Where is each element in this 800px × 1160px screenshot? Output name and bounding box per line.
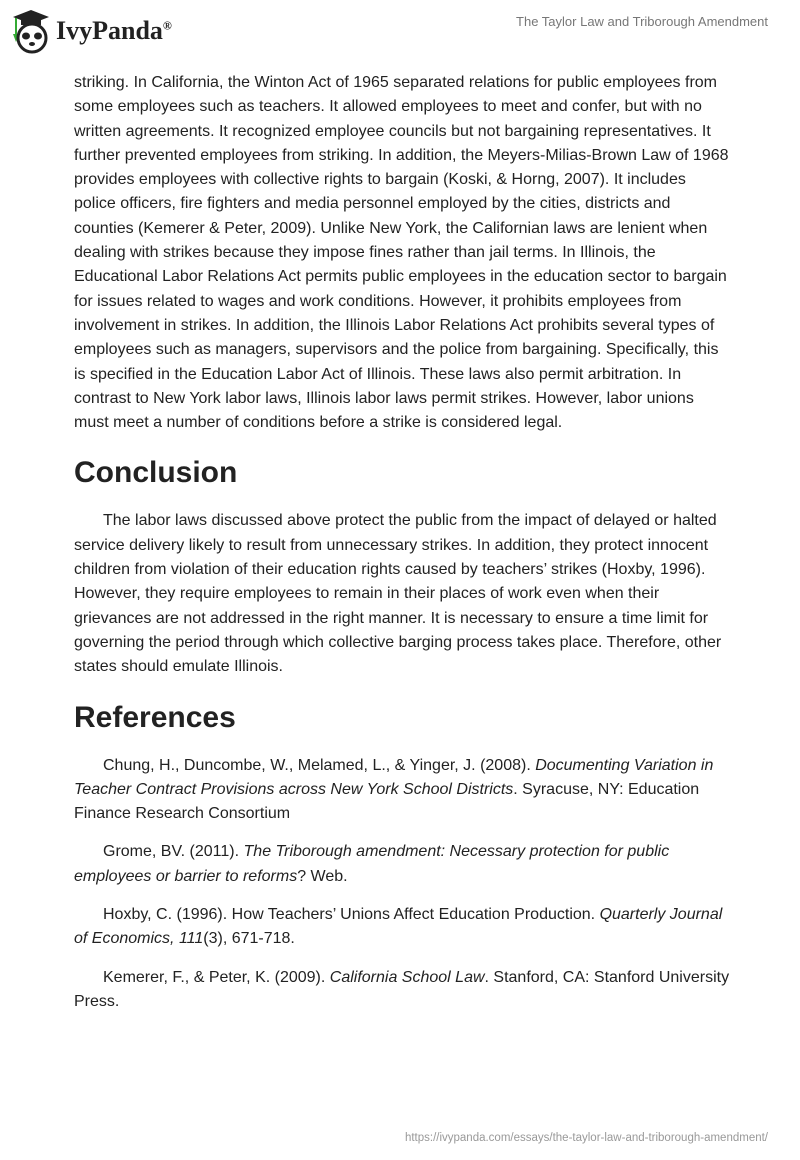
references-heading: References (74, 700, 236, 734)
reference-item: Kemerer, F., & Peter, K. (2009). California School Law. Stanford, CA: Stanford University Press. (74, 968, 730, 1010)
logo[interactable] (12, 8, 172, 54)
conclusion-paragraph: The labor laws discussed above protect the public from the impact of delayed or halted service delivery likely to result from unnecessary strikes. In addition, they protect innocent children from violation of their education rights caused by teachers’ strikes (Hoxby, 1996). However, they require employees to remain in their places of work even when their grievances are not addressed in the right manner. It is necessary to ensure a time limit for governing the period through which collective barging process takes place. Therefore, other states should emulate Illinois. (74, 512, 722, 676)
body-paragraph: striking. In California, the Winton Act of 1965 separated relations for public employees from some employees such as teachers. It allowed employees to meet and confer, but with no written agreements. It recognized employee councils but not bargaining representatives. It further prevented employees from striking. In addition, the Meyers-Milias-Brown Law of 1968 provides employees with collective rights to bargain (Koski, & Horng, 2007). It includes police officers, fire fighters and media personnel employed by the cities, districts and counties (Kemerer & Peter, 2009). Unlike New York, the Californian laws are lenient when dealing with strikes because they impose fines rather than jail terms. In Illinois, the Educational Labor Relations Act permits public employees in the education sector to bargain for issues related to wages and work conditions. However, it prohibits employees from involvement in strikes. In addition, the Illinois Labor Relations Act prohibits several types of employees such as managers, supervisors and the police from bargaining. Specifically, this is specified in the Education Labor Act of Illinois. These laws also permit arbitration. In contrast to New York labor laws, Illinois labor laws permit strikes. However, labor unions must meet a number of conditions before a strike is considered legal. (74, 74, 729, 432)
conclusion-heading: Conclusion (74, 456, 238, 490)
reference-item: Chung, H., Duncombe, W., Melamed, L., & Yinger, J. (2008). Documenting Variation in Teacher Contract Provisions across New York School Districts. Syracuse, NY: Education Finance Research Consortium (74, 756, 714, 823)
panda-logo-icon (12, 8, 50, 54)
reference-item: Grome, BV. (2011). The Triborough amendment: Necessary protection for public employees or barrier to reforms? Web. (74, 843, 670, 885)
essay-content (74, 71, 730, 1028)
footer-url[interactable]: https://ivypanda.com/essays/the-taylor-law-and-triborough-amendment/ (404, 1132, 768, 1144)
references-list (74, 754, 730, 1015)
logo-text: IvyPanda® (56, 16, 172, 45)
document-title: The Taylor Law and Triborough Amendment (516, 14, 768, 29)
reference-item: Hoxby, C. (1996). How Teachers’ Unions Affect Education Production. Quarterly Journal of Economics, 111(3), 671-718. (74, 906, 723, 948)
